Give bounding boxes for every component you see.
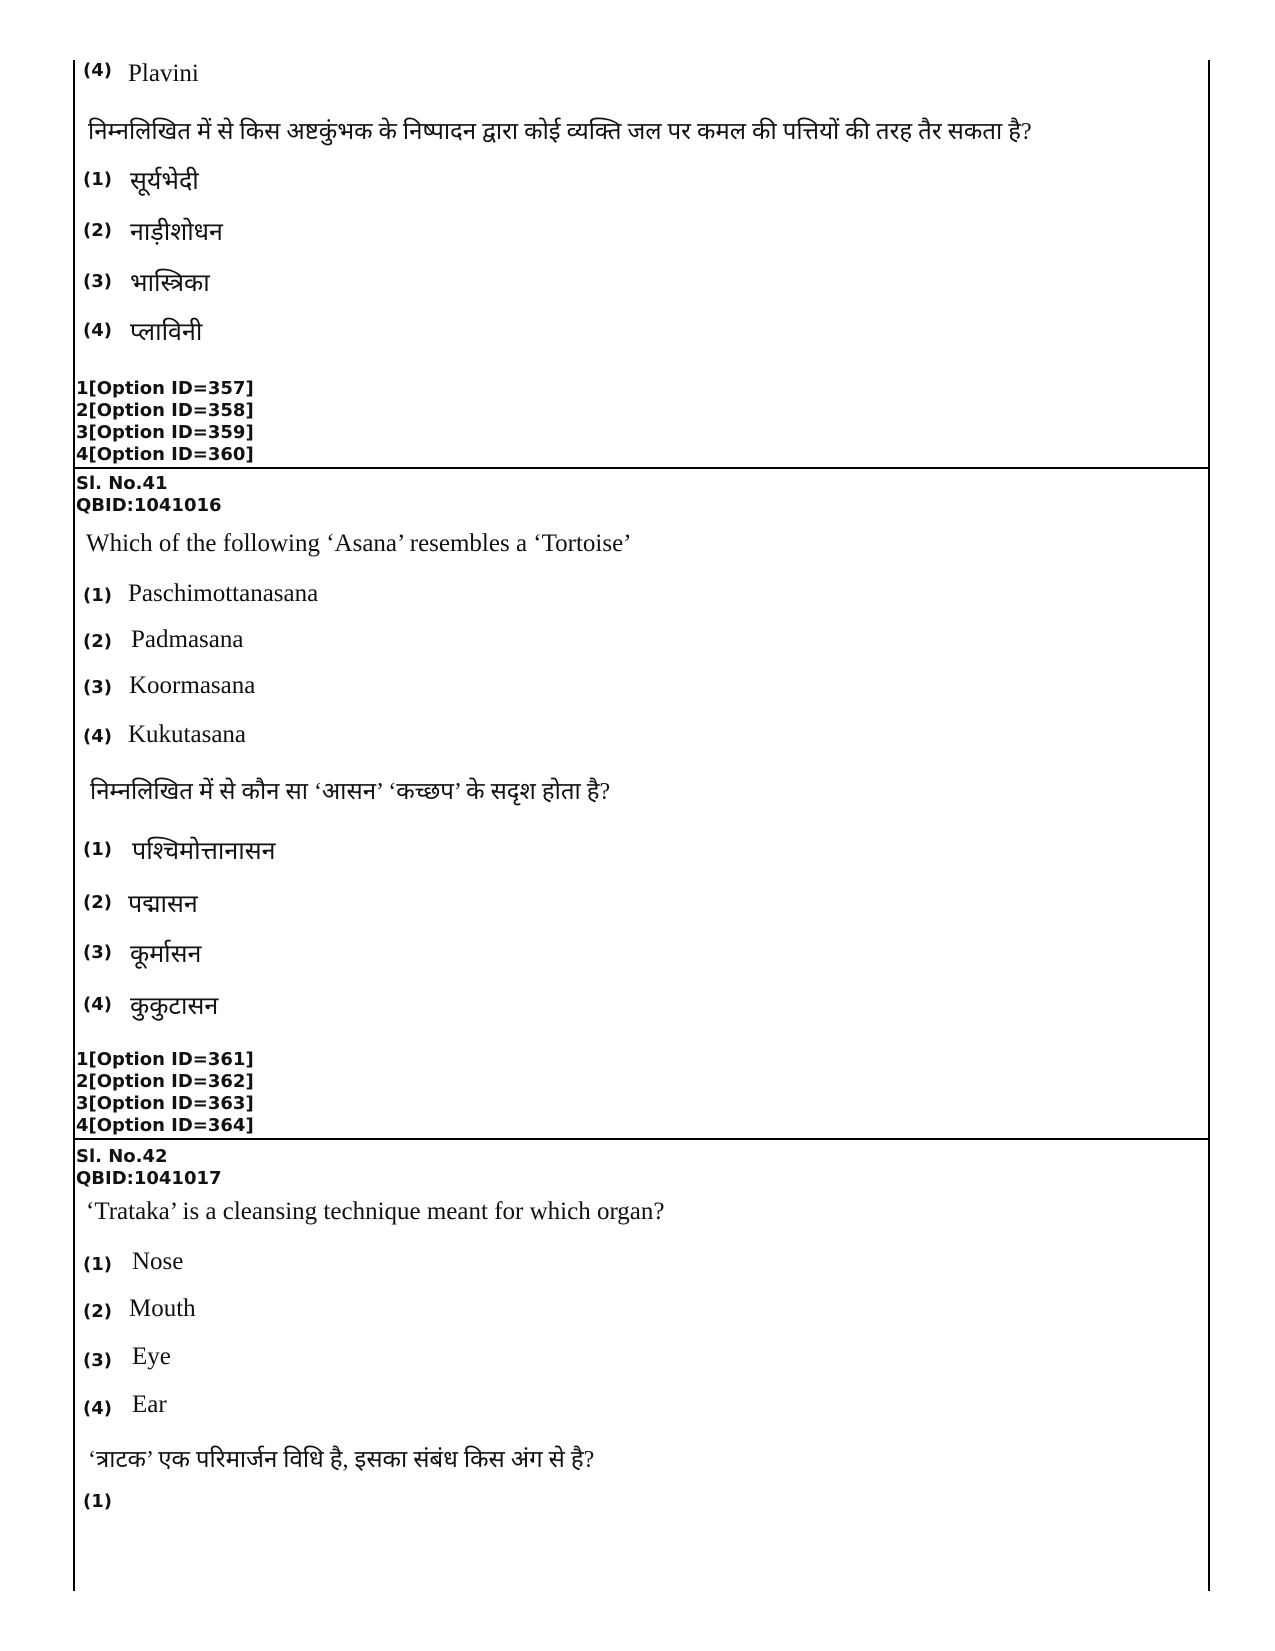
question-bank-id: QBID:1041017 xyxy=(76,1168,222,1189)
option-text: Ear xyxy=(132,1391,167,1418)
question-header xyxy=(76,473,222,517)
option-text: Eye xyxy=(132,1343,171,1370)
option-id: 4[Option ID=364] xyxy=(76,1115,254,1136)
question-text-hindi: निम्नलिखित में से किस अष्टकुंभक के निष्पादन द्वारा कोई व्यक्ति जल पर कमल की पत्तियों की तरह तैर सकता है? xyxy=(88,119,1032,145)
option-text: Kukutasana xyxy=(128,721,247,748)
option-text-hindi: कुकुटासन xyxy=(130,993,219,1020)
option-number: (3) xyxy=(83,942,112,963)
option-number: (1) xyxy=(83,585,112,606)
option-number: (2) xyxy=(83,631,112,652)
option-number: (3) xyxy=(83,271,112,292)
option-text-hindi: नाड़ीशोधन xyxy=(130,219,223,246)
question-text-hindi: निम्नलिखित में से कौन सा ‘आसन’ ‘कच्छप’ के सदृश होता है? xyxy=(90,779,611,805)
option-id: 3[Option ID=363] xyxy=(76,1093,254,1114)
right-border xyxy=(1208,60,1210,1591)
option-number: (3) xyxy=(83,1350,112,1371)
option-text: Padmasana xyxy=(131,626,244,653)
option-id-list xyxy=(76,378,254,466)
question-text-hindi: ‘त्राटक’ एक परिमार्जन विधि है, इसका संबंध किस अंग से है? xyxy=(88,1447,595,1473)
option-number: (4) xyxy=(83,994,112,1015)
option-number: (4) xyxy=(83,60,112,81)
divider-q40-q41 xyxy=(73,467,1210,469)
option-number: (2) xyxy=(83,220,112,241)
question-header xyxy=(76,1146,222,1190)
option-number: (1) xyxy=(83,839,112,860)
option-number: (4) xyxy=(83,320,112,341)
divider-q41-q42 xyxy=(73,1138,1210,1140)
option-text: Paschimottanasana xyxy=(128,580,319,607)
option-id: 4[Option ID=360] xyxy=(76,444,254,465)
option-text-hindi: कूर्मासन xyxy=(130,941,202,968)
option-text: Mouth xyxy=(129,1295,196,1322)
option-id: 1[Option ID=357] xyxy=(76,378,254,399)
option-text-hindi: प्लाविनी xyxy=(130,319,203,346)
option-number: (1) xyxy=(83,1254,112,1275)
option-text-hindi: पश्चिमोत्तानासन xyxy=(132,838,276,865)
option-number: (2) xyxy=(83,892,112,913)
option-id: 3[Option ID=359] xyxy=(76,422,254,443)
serial-number: Sl. No.42 xyxy=(76,1146,168,1167)
option-id: 2[Option ID=358] xyxy=(76,400,254,421)
option-number: (2) xyxy=(83,1301,112,1322)
option-id-list xyxy=(76,1049,254,1137)
left-border xyxy=(73,60,75,1591)
option-number: (4) xyxy=(83,726,112,747)
question-text: ‘Trataka’ is a cleansing technique meant for which organ? xyxy=(86,1198,665,1225)
option-number: (3) xyxy=(83,677,112,698)
option-number: (1) xyxy=(83,169,112,190)
question-bank-id: QBID:1041016 xyxy=(76,495,222,516)
option-text: Nose xyxy=(132,1248,184,1275)
option-id: 1[Option ID=361] xyxy=(76,1049,254,1070)
option-text: Plavini xyxy=(128,60,199,87)
option-text-hindi: भास्त्रिका xyxy=(130,270,210,297)
question-text: Which of the following ‘Asana’ resembles a ‘Tortoise’ xyxy=(86,530,632,557)
option-id: 2[Option ID=362] xyxy=(76,1071,254,1092)
option-text-hindi: पद्मासन xyxy=(128,891,198,918)
option-number: (4) xyxy=(83,1398,112,1419)
option-text-hindi: सूर्यभेदी xyxy=(130,168,199,195)
serial-number: Sl. No.41 xyxy=(76,473,168,494)
option-number: (1) xyxy=(83,1491,112,1512)
option-text: Koormasana xyxy=(129,672,256,699)
